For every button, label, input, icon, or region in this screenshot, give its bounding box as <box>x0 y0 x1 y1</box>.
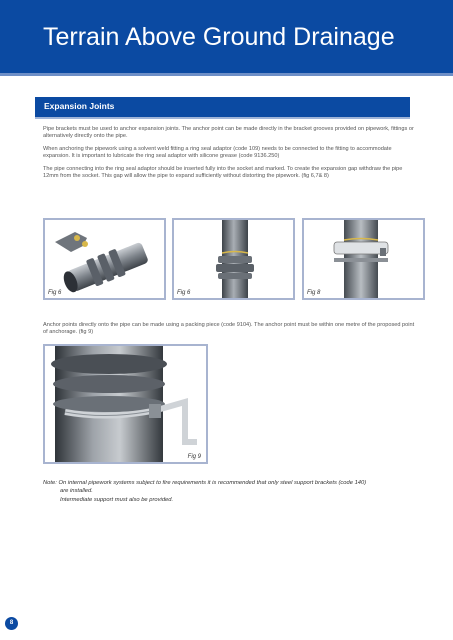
section-heading-bar <box>35 97 410 119</box>
paragraph-ring-seal: When anchoring the pipework using a solvent weld fitting a ring seal adaptor (code 109) needs to be connected to the fitting to accommodate expansion. It is important to lubricate the ring seal adaptor with silicone grease (code 9136.250) <box>43 146 392 160</box>
paragraph-expansion-gap: The pipe connecting into the ring seal adaptor should be inserted fully into the socket and marked. To create the expansion gap withdraw the pipe 12mm from the socket. This gap will allow the pipe to expand sufficiently without distorting the pipework. (fig 6,7& 8) <box>43 166 403 180</box>
note-line-2: are installed. <box>60 488 93 494</box>
page-title: Terrain Above Ground Drainage <box>43 23 395 51</box>
figure-caption: Fig 6 <box>48 290 62 296</box>
figure-pipe-bracket <box>302 218 425 300</box>
pipe-fitting-illustration <box>45 220 166 300</box>
page-number: 8 <box>5 617 18 630</box>
figure-caption: Fig 6 <box>177 290 191 296</box>
packing-piece-illustration <box>45 346 208 464</box>
figure-pipe-with-adaptor <box>172 218 295 300</box>
note-line-3: Intermediate support must also be provided. <box>60 497 174 503</box>
figure-packing-piece <box>43 344 208 464</box>
section-title: Expansion Joints <box>44 101 115 111</box>
figure-ring-seal-adaptor <box>43 218 166 300</box>
bracket-illustration <box>304 220 425 300</box>
paragraph-brackets: Pipe brackets must be used to anchor expansion joints. The anchor point can be made directly in the bracket grooves provided on pipework, fittings or alternatively directly onto the pipe. <box>43 126 414 140</box>
header-divider <box>0 73 453 76</box>
paragraph-anchor-points: Anchor points directly onto the pipe can be made using a packing piece (code 9104). The anchor point must be within one metre of the proposed point of anchorage. (fig 9) <box>43 322 415 336</box>
figure-caption: Fig 8 <box>307 290 321 296</box>
note-line-1: Note: On internal pipework systems subject to fire requirements it is recommended that only steel support brackets (code 140) <box>43 480 367 486</box>
page-header <box>0 0 453 76</box>
figure-caption: Fig 9 <box>187 454 201 460</box>
vertical-pipe-illustration <box>174 220 295 300</box>
